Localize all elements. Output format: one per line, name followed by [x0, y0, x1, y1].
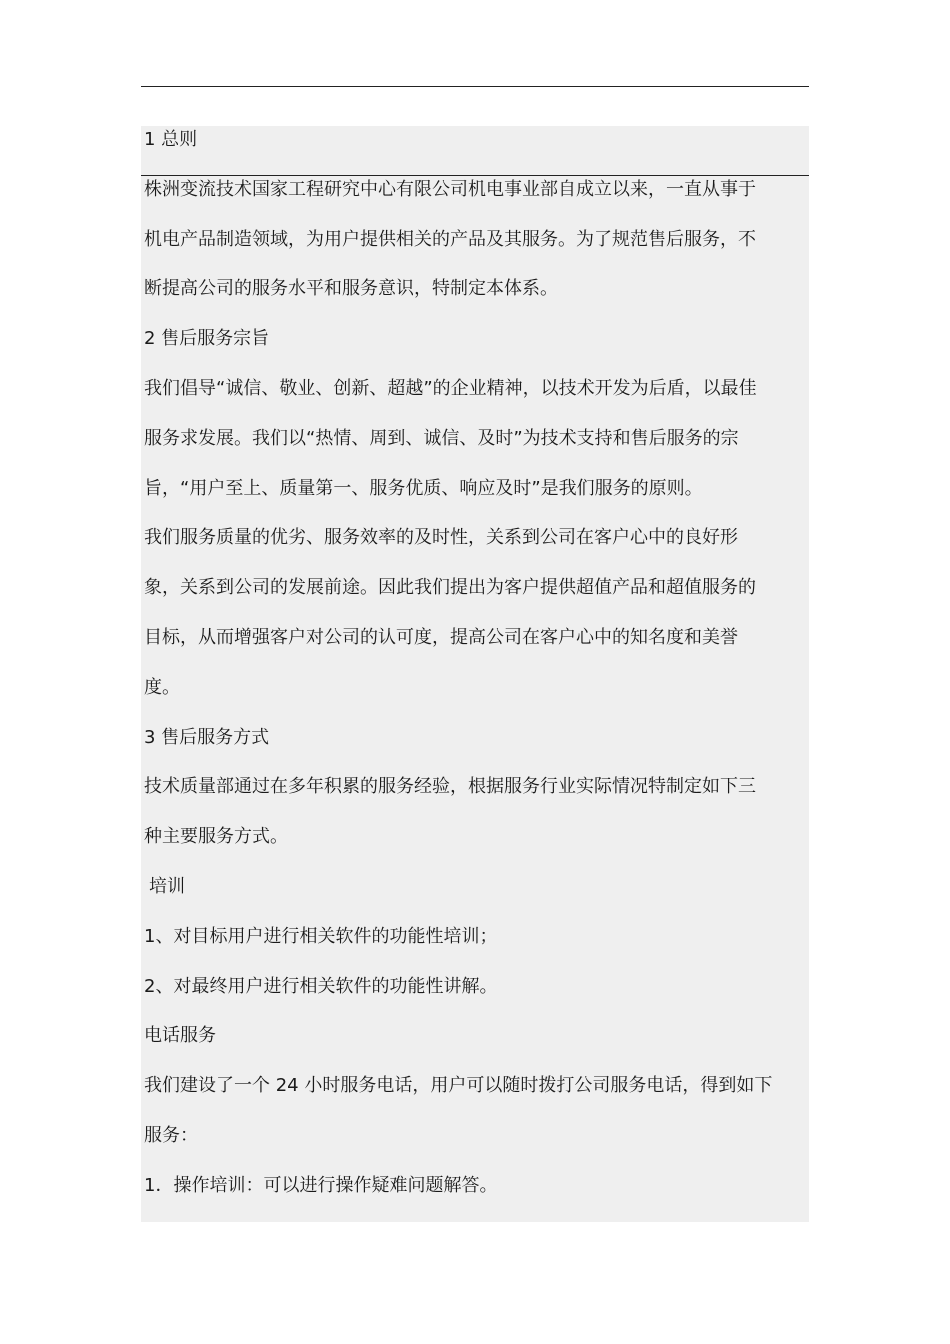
- header-rule: [141, 86, 809, 87]
- section-heading-purpose: 2 售后服务宗旨: [144, 328, 270, 350]
- paragraph-line: 我们建设了一个 24 小时服务电话，用户可以随时拨打公司服务电话，得到如下: [144, 1075, 773, 1097]
- paragraph-line: 株洲变流技术国家工程研究中心有限公司机电事业部自成立以来，一直从事于: [144, 178, 756, 200]
- section-heading-general: 1 总则: [141, 126, 809, 176]
- paragraph-line: 目标，从而增强客户对公司的认可度，提高公司在客户心中的知名度和美誉: [144, 626, 738, 648]
- paragraph-line: 我们倡导“诚信、敬业、创新、超越”的企业精神，以技术开发为后盾，以最佳: [144, 377, 757, 399]
- paragraph-line: 象，关系到公司的发展前途。因此我们提出为客户提供超值产品和超值服务的: [144, 577, 756, 599]
- paragraph-line: 种主要服务方式。: [144, 826, 288, 848]
- paragraph-line: 我们服务质量的优劣、服务效率的及时性，关系到公司在客户心中的良好形: [144, 527, 738, 549]
- paragraph-line: 度。: [144, 676, 180, 698]
- document-body: [141, 126, 809, 1222]
- paragraph-line: 服务：: [144, 1124, 198, 1146]
- paragraph-line: 断提高公司的服务水平和服务意识，特制定本体系。: [144, 278, 558, 300]
- paragraph-line: 旨，“用户至上、质量第一、服务优质、响应及时”是我们服务的原则。: [144, 477, 703, 499]
- list-item: 1．操作培训：可以进行操作疑难问题解答。: [144, 1174, 498, 1196]
- section-heading-methods: 3 售后服务方式: [144, 726, 270, 748]
- paragraph-line: 服务求发展。我们以“热情、周到、诚信、及时”为技术支持和售后服务的宗: [144, 427, 739, 449]
- subheading-phone-service: 电话服务: [144, 1025, 216, 1047]
- paragraph-line: 技术质量部通过在多年积累的服务经验，根据服务行业实际情况特制定如下三: [144, 776, 756, 798]
- subheading-training: 培训: [149, 875, 185, 897]
- paragraph-line: 机电产品制造领域，为用户提供相关的产品及其服务。为了规范售后服务，不: [144, 228, 756, 250]
- list-item: 1、对目标用户进行相关软件的功能性培训；: [144, 925, 498, 947]
- list-item: 2、对最终用户进行相关软件的功能性讲解。: [144, 975, 498, 997]
